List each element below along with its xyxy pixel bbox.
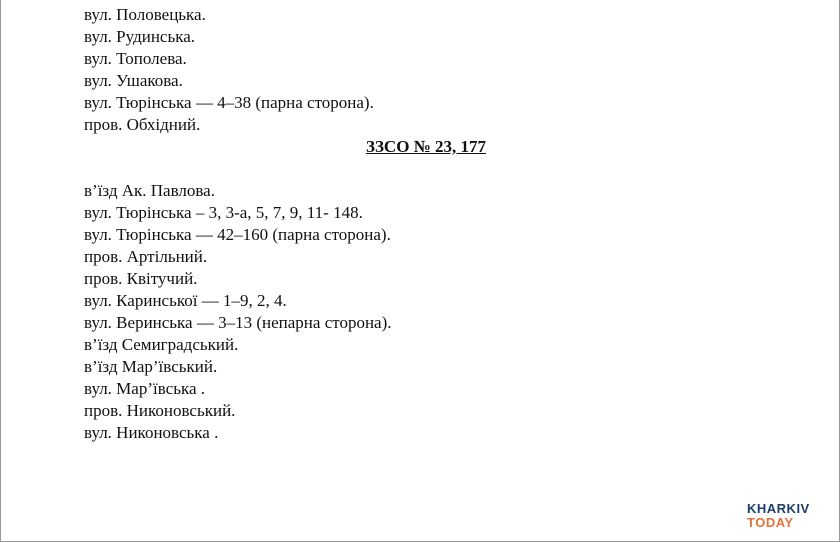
address-line: пров. Никоновський. xyxy=(84,401,236,420)
address-line: вул. Тополева. xyxy=(84,49,187,68)
school-heading: ЗЗСО № 23, 177 xyxy=(365,137,487,156)
address-line: в’їзд Ак. Павлова. xyxy=(84,181,215,200)
address-line: в’їзд Семиградський. xyxy=(84,335,239,354)
address-line: пров. Артільний. xyxy=(84,247,208,266)
address-line: в’їзд Мар’ївський. xyxy=(84,357,218,376)
kharkiv-today-logo xyxy=(747,502,810,530)
address-line: пров. Квітучий. xyxy=(84,269,198,288)
address-line: вул. Веринська — 3–13 (непарна сторона). xyxy=(84,313,392,332)
address-line: вул. Тюрінська — 4–38 (парна сторона). xyxy=(84,93,374,112)
logo-line-2: TODAY xyxy=(747,515,794,530)
address-line: вул. Тюрінська – 3, 3-а, 5, 7, 9, 11- 148. xyxy=(84,203,363,222)
address-line: вул. Ушакова. xyxy=(84,71,183,90)
address-line: пров. Обхідний. xyxy=(84,115,201,134)
address-line: вул. Рудинська. xyxy=(84,27,196,46)
address-line: вул. Тюрінська — 42–160 (парна сторона). xyxy=(84,225,391,244)
address-line: вул. Никоновська . xyxy=(84,423,219,442)
logo-line-1: KHARKIV xyxy=(747,501,810,516)
address-line: вул. Каринської — 1–9, 2, 4. xyxy=(84,291,287,310)
address-line: вул. Мар’ївська . xyxy=(84,379,206,398)
address-line: вул. Половецька. xyxy=(84,5,206,24)
